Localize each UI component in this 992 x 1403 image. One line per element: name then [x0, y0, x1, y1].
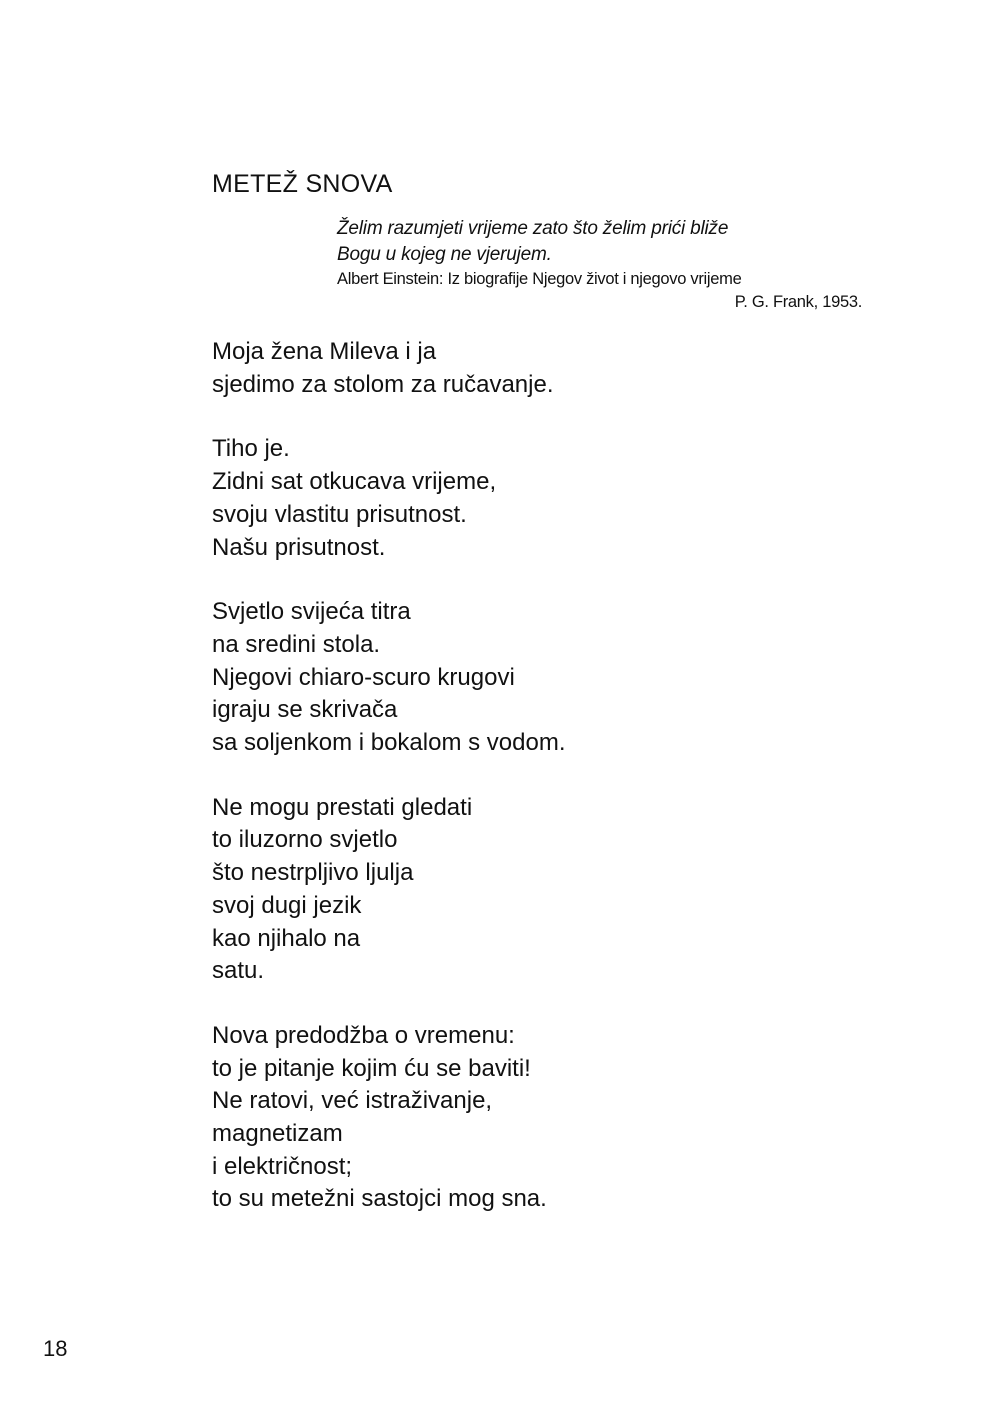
verse-line: Tiho je.	[212, 435, 290, 463]
verse-line: igraju se skrivača	[212, 696, 398, 724]
verse-line: Njegovi chiaro-scuro krugovi	[212, 663, 515, 691]
verse-line: sjedimo za stolom za ručavanje.	[212, 370, 554, 398]
epigraph-author: P. G. Frank, 1953.	[734, 293, 862, 311]
stanza	[212, 433, 912, 564]
verse-line: kao njihalo na	[212, 924, 361, 952]
epigraph-source: Albert Einstein: Iz biografije Njegov život i njegovo vrijeme	[337, 270, 742, 288]
poem-body	[212, 336, 912, 1248]
verse-line: magnetizam	[212, 1120, 343, 1148]
verse-line: to iluzorno svjetlo	[212, 826, 398, 854]
verse-line: i električnost;	[212, 1152, 353, 1180]
epigraph-line: Želim razumjeti vrijeme zato što želim prići bliže	[337, 218, 729, 239]
verse-line: Ne mogu prestati gledati	[212, 793, 473, 821]
verse-line: satu.	[212, 957, 265, 985]
verse-line: Našu prisutnost.	[212, 533, 386, 561]
stanza	[212, 792, 912, 988]
page-number: 18	[43, 1336, 68, 1361]
verse-line: to je pitanje kojim ću se baviti!	[212, 1054, 531, 1082]
verse-line: Svjetlo svijeća titra	[212, 598, 411, 626]
stanza	[212, 1020, 912, 1216]
verse-line: svoj dugi jezik	[212, 891, 362, 919]
verse-line: sa soljenkom i bokalom s vodom.	[212, 729, 566, 757]
verse-line: svoju vlastitu prisutnost.	[212, 500, 467, 528]
verse-line: što nestrpljivo ljulja	[212, 859, 414, 887]
epigraph	[337, 216, 862, 314]
verse-line: to su metežni sastojci mog sna.	[212, 1185, 547, 1213]
stanza	[212, 336, 912, 401]
stanza	[212, 596, 912, 760]
poem-title: METEŽ SNOVA	[212, 170, 393, 198]
epigraph-line: Bogu u kojeg ne vjerujem.	[337, 244, 552, 265]
verse-line: na sredini stola.	[212, 630, 381, 658]
verse-line: Zidni sat otkucava vrijeme,	[212, 468, 497, 496]
verse-line: Ne ratovi, već istraživanje,	[212, 1087, 493, 1115]
verse-line: Nova predodžba o vremenu:	[212, 1021, 515, 1049]
verse-line: Moja žena Mileva i ja	[212, 338, 437, 365]
